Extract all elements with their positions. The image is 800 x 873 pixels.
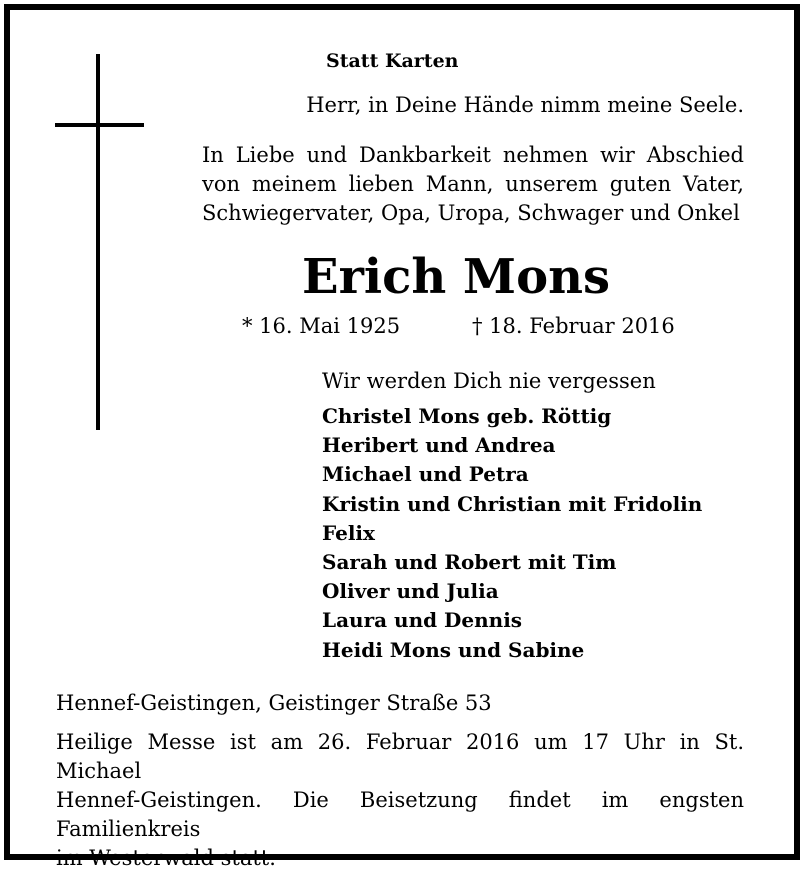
- cross-icon: [96, 54, 100, 430]
- farewell-text: [202, 141, 744, 228]
- mourner-entry: Oliver und Julia: [322, 579, 499, 604]
- notice-line: Hennef-Geistingen. Die Beisetzung findet im engsten Familienkreis: [56, 788, 744, 841]
- mourner-entry: Kristin und Christian mit Fridolin: [322, 491, 703, 516]
- motto-line: Wir werden Dich nie vergessen: [322, 369, 656, 393]
- psalm-quote: Herr, in Deine Hände nimm meine Seele.: [306, 93, 744, 117]
- mourners-list: [322, 402, 702, 665]
- mourner-entry: Heribert und Andrea: [322, 433, 556, 458]
- notice-line: Heilige Messe ist am 26. Februar 2016 um 17 Uhr in St. Michael: [56, 730, 744, 783]
- mourner-entry: Laura und Dennis: [322, 608, 523, 633]
- cross-icon-bar: [55, 123, 144, 127]
- statt-karten-label: Statt Karten: [326, 50, 459, 72]
- service-notice: [56, 728, 744, 873]
- mourner-entry: Felix: [322, 520, 375, 545]
- family-address: Hennef-Geistingen, Geistinger Straße 53: [56, 691, 492, 715]
- mourner-entry: Heidi Mons und Sabine: [322, 637, 585, 662]
- mourner-entry: Sarah und Robert mit Tim: [322, 550, 617, 575]
- farewell-line: In Liebe und Dankbarkeit nehmen wir Abschied: [202, 143, 744, 167]
- mourner-entry: Michael und Petra: [322, 462, 529, 487]
- farewell-line: Schwiegervater, Opa, Uropa, Schwager und Onkel: [202, 201, 740, 225]
- deceased-name: Erich Mons: [301, 249, 610, 305]
- mourner-entry: Christel Mons geb. Röttig: [322, 404, 612, 428]
- farewell-line: von meinem lieben Mann, unserem guten Vater,: [202, 172, 744, 196]
- birth-date: * 16. Mai 1925: [242, 314, 401, 338]
- death-date: † 18. Februar 2016: [472, 314, 675, 338]
- notice-line: im Westerwald statt.: [56, 846, 276, 870]
